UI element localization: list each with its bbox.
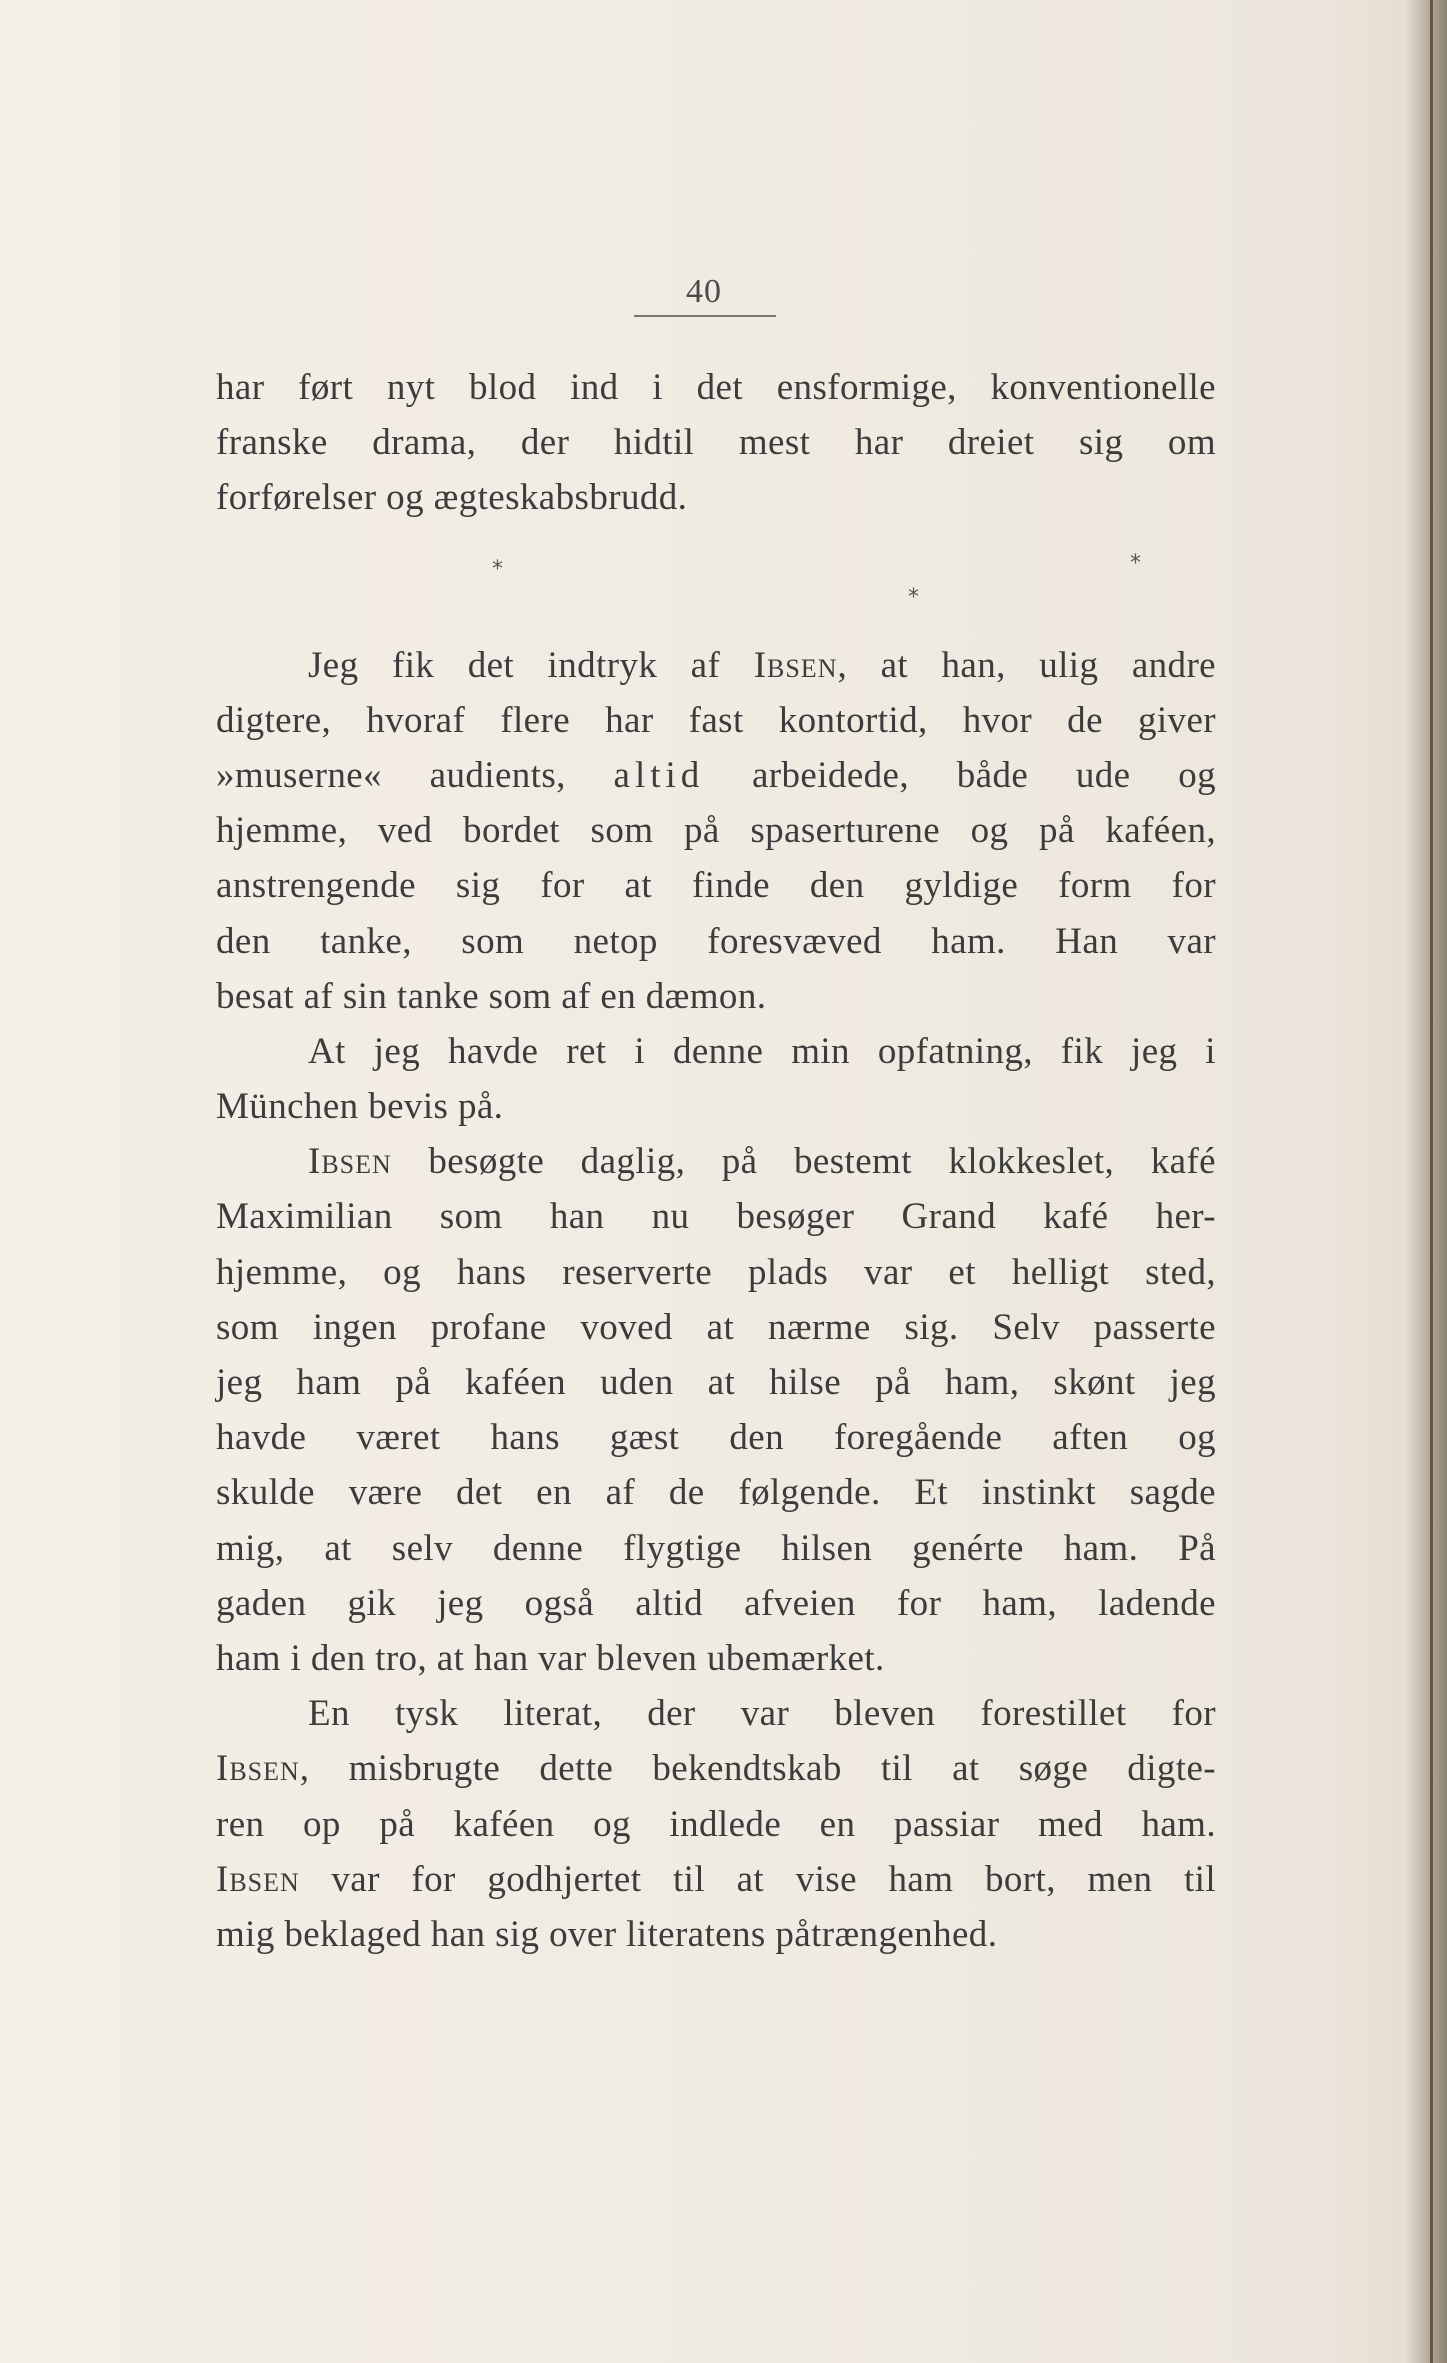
text-line: mig beklaged han sig over literatens påtrængenhed.: [216, 1913, 998, 1955]
text-line: [216, 1134, 1216, 1189]
text-fragment: , misbrugte dette bekendtskab til at søge digte-: [299, 1748, 1216, 1790]
text-fragment: arbeidede, både ude og: [704, 754, 1216, 796]
name-ibsen: Ibsen: [216, 1858, 300, 1900]
paragraph-1: [216, 360, 1216, 526]
page-edge-shadow: [1405, 0, 1447, 2363]
name-ibsen: Ibsen: [753, 644, 838, 686]
text-fragment: var for godhjertet til at vise ham bort, men til: [299, 1858, 1216, 1900]
section-break-asterisks: [216, 526, 1216, 638]
asterisk-mark: *: [908, 584, 920, 610]
text-line: jeg ham på kaféen uden at hilse på ham, skønt jeg: [216, 1362, 1216, 1403]
name-ibsen: Ibsen: [216, 1748, 300, 1790]
paragraph-2: [216, 638, 1216, 1024]
spaced-emphasis: altid: [613, 754, 705, 796]
text-line: anstrengende sig for at finde den gyldige form for: [216, 865, 1216, 907]
page-edge-line: [1430, 0, 1433, 2363]
text-line: [216, 1852, 1216, 1907]
text-fragment: »muserne« audients,: [216, 754, 614, 796]
text-line: skulde være det en af de følgende. Et instinkt sagde: [216, 1472, 1216, 1514]
text-line: besat af sin tanke som af en dæmon.: [216, 975, 767, 1017]
text-line: den tanke, som netop foresvæved ham. Han var: [216, 920, 1216, 962]
text-line: Maximilian som han nu besøger Grand kafé her-: [216, 1196, 1216, 1238]
asterisk-mark: *: [492, 556, 504, 582]
text-fragment: besøgte daglig, på bestemt klokkeslet, kafé: [391, 1141, 1216, 1183]
page-number: 40: [686, 273, 722, 310]
text-line: München bevis på.: [216, 1086, 504, 1128]
text-line: hjemme, ved bordet som på spaserturene og på kaféen,: [216, 810, 1216, 852]
text-line: [216, 1741, 1216, 1796]
text-line: mig, at selv denne flygtige hilsen genérte ham. På: [216, 1527, 1216, 1569]
text-line: [216, 638, 1216, 693]
text-fragment: Jeg fik det indtryk af: [308, 644, 754, 686]
text-line: [216, 748, 1216, 803]
text-line: gaden gik jeg også altid afveien for ham, ladende: [216, 1582, 1216, 1624]
text-fragment: , at han, ulig andre: [837, 644, 1216, 686]
body-text: [216, 360, 1216, 1962]
paragraph-5: [216, 1686, 1216, 1962]
asterisk-mark: *: [1130, 550, 1142, 576]
text-line: hjemme, og hans reserverte plads var et helligt sted,: [216, 1251, 1216, 1293]
paragraph-4: [216, 1134, 1216, 1686]
text-line: ren op på kaféen og indlede en passiar med ham.: [216, 1803, 1216, 1845]
text-line: som ingen profane voved at nærme sig. Selv passerte: [216, 1306, 1216, 1348]
text-line: En tysk literat, der var bleven forestillet for: [308, 1693, 1216, 1735]
text-line: har ført nyt blod ind i det ensformige, konventionelle: [216, 367, 1216, 408]
text-line: ham i den tro, at han var bleven ubemærket.: [216, 1637, 885, 1679]
text-line: forførelser og ægteskabsbrudd.: [216, 477, 688, 519]
paragraph-3: [216, 1024, 1216, 1134]
text-line: At jeg havde ret i denne min opfatning, fik jeg i: [308, 1030, 1216, 1072]
name-ibsen: Ibsen: [308, 1141, 392, 1183]
text-line: havde været hans gæst den foregående aften og: [216, 1417, 1216, 1459]
text-line: digtere, hvoraf flere har fast kontortid, hvor de giver: [216, 699, 1216, 741]
page-number-rule: [634, 315, 776, 317]
text-line: franske drama, der hidtil mest har dreiet sig om: [216, 422, 1216, 464]
